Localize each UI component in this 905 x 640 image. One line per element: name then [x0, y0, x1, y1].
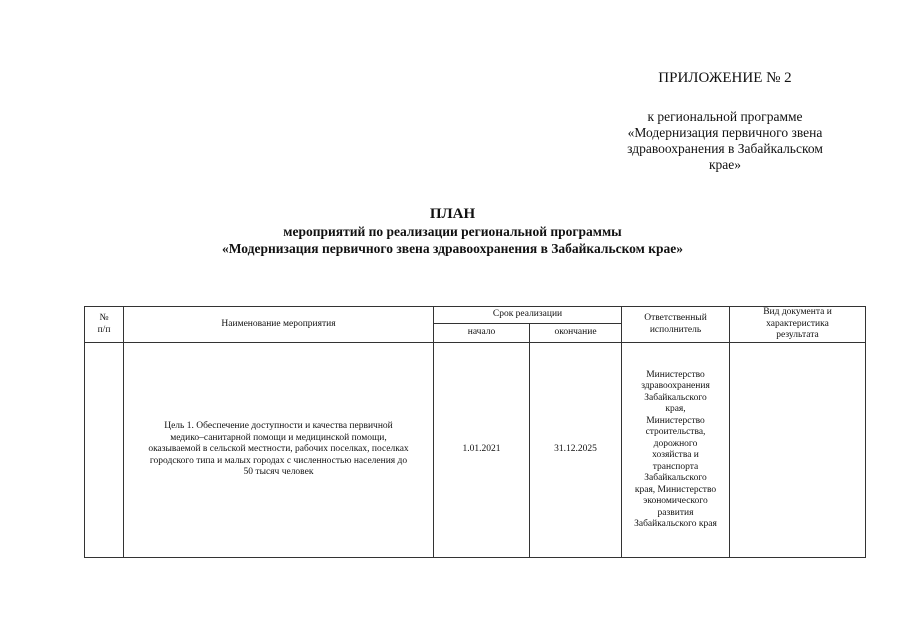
- cell-responsible-line: экономического: [643, 496, 708, 506]
- col-header-end: окончание: [530, 324, 622, 343]
- col-header-number-line: №: [99, 313, 109, 323]
- cell-goal-line: Цель 1. Обеспечение доступности и качества первичной: [164, 421, 393, 432]
- appendix-line: к региональной программе: [647, 109, 803, 124]
- cell-number: [85, 343, 124, 558]
- cell-responsible: [622, 343, 730, 558]
- col-header-name: Наименование мероприятия: [124, 307, 434, 343]
- col-header-result-line: характеристика: [766, 318, 829, 329]
- appendix-header: [600, 70, 850, 173]
- col-header-responsible-line: Ответственный: [644, 313, 707, 323]
- cell-goal-line: оказываемой в сельской местности, рабочих поселках, поселках: [148, 444, 409, 455]
- cell-end-date: 31.12.2025: [530, 343, 622, 558]
- col-header-responsible-line: исполнитель: [649, 324, 702, 335]
- col-header-period: Срок реализации: [434, 307, 622, 324]
- appendix-line: крае»: [708, 157, 742, 172]
- cell-responsible-line: транспорта: [652, 461, 699, 472]
- col-header-result: [730, 307, 866, 343]
- col-header-start: начало: [434, 324, 530, 343]
- table-row: [85, 343, 866, 558]
- col-header-result-line: результата: [776, 330, 819, 341]
- cell-goal-line: 50 тысяч человек: [243, 467, 314, 478]
- appendix-number: ПРИЛОЖЕНИЕ № 2: [658, 70, 792, 86]
- cell-responsible-line: развития: [657, 507, 694, 518]
- cell-start-date: 1.01.2021: [434, 343, 530, 558]
- cell-responsible-line: Министерство: [646, 369, 705, 380]
- plan-title: ПЛАН: [429, 206, 476, 222]
- plan-title-block: [0, 206, 905, 257]
- col-header-result-line: Вид документа и: [763, 307, 832, 318]
- col-header-number-line: п/п: [97, 324, 111, 335]
- cell-responsible-line: края,: [665, 404, 686, 414]
- cell-goal-line: городского типа и малых городах с численностью населения до: [149, 455, 408, 466]
- cell-responsible-line: Министерство: [646, 415, 705, 426]
- cell-goal-name: [124, 343, 434, 558]
- plan-program-name: «Модернизация первичного звена здравоохранения в Забайкальском крае»: [221, 241, 684, 256]
- plan-subtitle: мероприятий по реализации региональной программы: [283, 224, 622, 239]
- cell-responsible-line: Забайкальского края: [634, 519, 717, 529]
- cell-responsible-line: Забайкальского: [644, 392, 707, 403]
- cell-responsible-line: Забайкальского: [644, 473, 707, 483]
- cell-responsible-line: строительства,: [645, 427, 706, 437]
- cell-goal-line: медико–санитарной помощи и медицинской помощи,: [170, 432, 387, 443]
- plan-table: [84, 306, 866, 558]
- table-header-row: [85, 307, 866, 324]
- cell-responsible-line: здравоохранения: [641, 381, 710, 391]
- cell-responsible-line: дорожного: [653, 438, 698, 449]
- cell-result: [730, 343, 866, 558]
- cell-responsible-line: края, Министерство: [634, 484, 717, 495]
- appendix-line: здравоохранения в Забайкальском: [627, 141, 823, 156]
- col-header-number: [85, 307, 124, 343]
- appendix-line: «Модернизация первичного звена: [627, 125, 823, 140]
- col-header-responsible: [622, 307, 730, 343]
- cell-responsible-line: хозяйства и: [652, 450, 699, 460]
- appendix-caption: [600, 109, 850, 173]
